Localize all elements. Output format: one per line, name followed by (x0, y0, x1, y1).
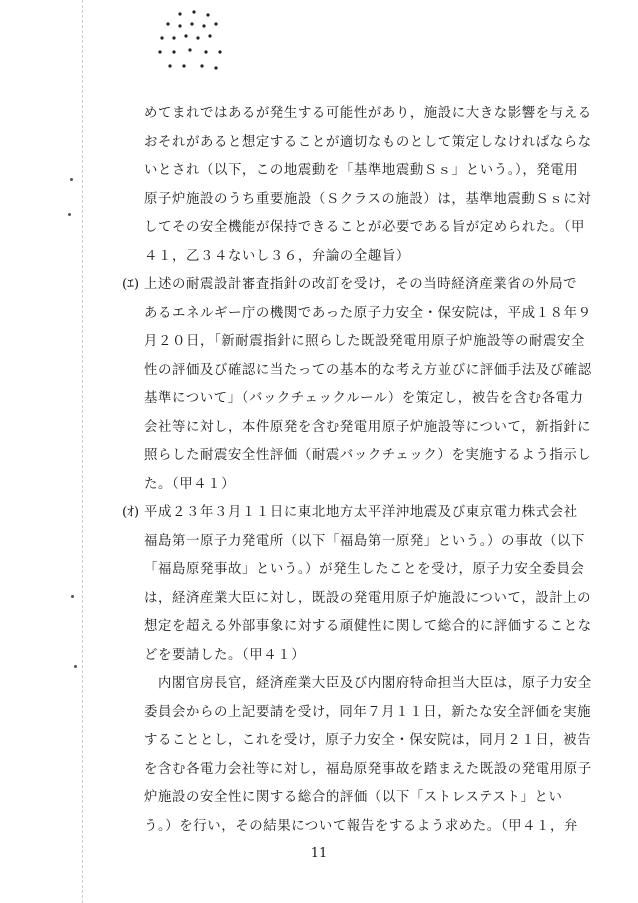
text-line (146, 214, 598, 243)
line-text: 「福島原発事故」という。）が発生したことを受け，原子力安全委員会 (144, 562, 585, 577)
line-text: 委員会からの上記要請を受け，同年７月１１日，新たな安全評価を実施 (144, 704, 592, 720)
line-text: 会社等に対し，本件原発を含む発電用原子炉施設等について，新指針に (144, 419, 592, 435)
item-marker: (ｴ) (122, 277, 140, 292)
line-text: 基準について」（バックチェックルール）を策定し，被告を含む各電力 (144, 391, 584, 406)
line-text: 月２０日，「新耐震指針に照らした既設発電用原子炉施設等の耐震安全 (144, 334, 585, 349)
line-text: どを要請した。（甲４１） (144, 647, 306, 663)
line-text: 内閣官房長官，経済産業大臣及び内閣府特命担当大臣は，原子力安全 (158, 676, 592, 691)
line-text: 炉施設の安全性に関する総合的評価（以下「ストレステスト」とい (144, 790, 563, 805)
text-line (146, 727, 598, 756)
text-line (146, 813, 598, 842)
text-line (146, 585, 598, 614)
line-text: 上述の耐震設計審査指針の改訂を受け，その当時経済産業省の外局で (144, 277, 578, 292)
text-line (146, 442, 598, 471)
line-text: してその安全機能が保持できることが必要である旨が定められた。（甲 (144, 220, 585, 235)
line-text: めてまれではあるが発生する可能性があり，施設に大きな影響を与える (144, 106, 592, 121)
text-line (146, 756, 598, 785)
line-text: 原子炉施設のうち重要施設（Ｓクラスの施設）は，基準地震動Ｓｓに対 (144, 191, 592, 207)
text-line (146, 556, 598, 585)
text-line (146, 243, 598, 272)
text-line (146, 528, 598, 557)
line-text: た。（甲４１） (144, 476, 236, 492)
line-text: は，経済産業大臣に対し，既設の発電用原子炉施設について，設計上の (144, 590, 592, 606)
line-text: 平成２３年３月１１日に東北地方太平洋沖地震及び東京電力株式会社 (144, 505, 578, 520)
page-number: 11 (310, 846, 328, 861)
text-line (146, 414, 598, 443)
line-text: ４１，乙３４ないし３６，弁論の全趣旨） (144, 248, 410, 264)
scan-speck (74, 665, 77, 668)
line-text: 照らした耐震安全性評価（耐震バックチェック）を実施するよう指示し (144, 448, 592, 463)
line-text: を含む各電力会社等に対し，福島原発事故を踏まえた既設の発電用原子 (144, 761, 592, 777)
text-line (146, 699, 598, 728)
line-text: することとし，これを受け，原子力安全・保安院は，同月２１日，被告 (144, 733, 592, 748)
text-line (146, 129, 598, 158)
item-marker: (ｵ) (122, 505, 140, 520)
line-text: あるエネルギー庁の機関であった原子力安全・保安院は，平成１８年９ (144, 305, 592, 321)
line-text: 性の評価及び確認に当たっての基本的な考え方並びに評価手法及び確認 (144, 362, 592, 378)
binding-guide-line (82, 0, 83, 903)
text-line (146, 100, 598, 129)
scan-speck (68, 213, 71, 216)
text-line (146, 471, 598, 500)
line-text: 想定を超える外部事象に対する頑健性に関して総合的に評価することな (144, 619, 592, 634)
text-line (146, 157, 598, 186)
text-line (146, 784, 598, 813)
line-text: う。）を行い，その結果について報告をするよう求めた。（甲４１，弁 (144, 818, 579, 834)
scan-speck (70, 178, 73, 181)
text-line (146, 328, 598, 357)
text-line (146, 613, 598, 642)
scan-speck (71, 595, 74, 598)
line-text: おそれがあると想定することが適切なものとして策定しなければならな (144, 134, 592, 150)
text-line (146, 186, 598, 215)
text-line (146, 300, 598, 329)
punch-hole-dots-mark (150, 8, 240, 78)
text-line (146, 357, 598, 386)
body-text (122, 100, 598, 841)
text-line (122, 499, 598, 528)
text-line (146, 385, 598, 414)
line-text: いとされ（以下，この地震動を「基準地震動Ｓｓ」という。），発電用 (144, 163, 579, 178)
line-text: 福島第一原子力発電所（以下「福島第一原発」という。）の事故（以下 (144, 533, 585, 549)
text-line (146, 642, 598, 671)
text-line (146, 670, 598, 699)
text-line (122, 271, 598, 300)
